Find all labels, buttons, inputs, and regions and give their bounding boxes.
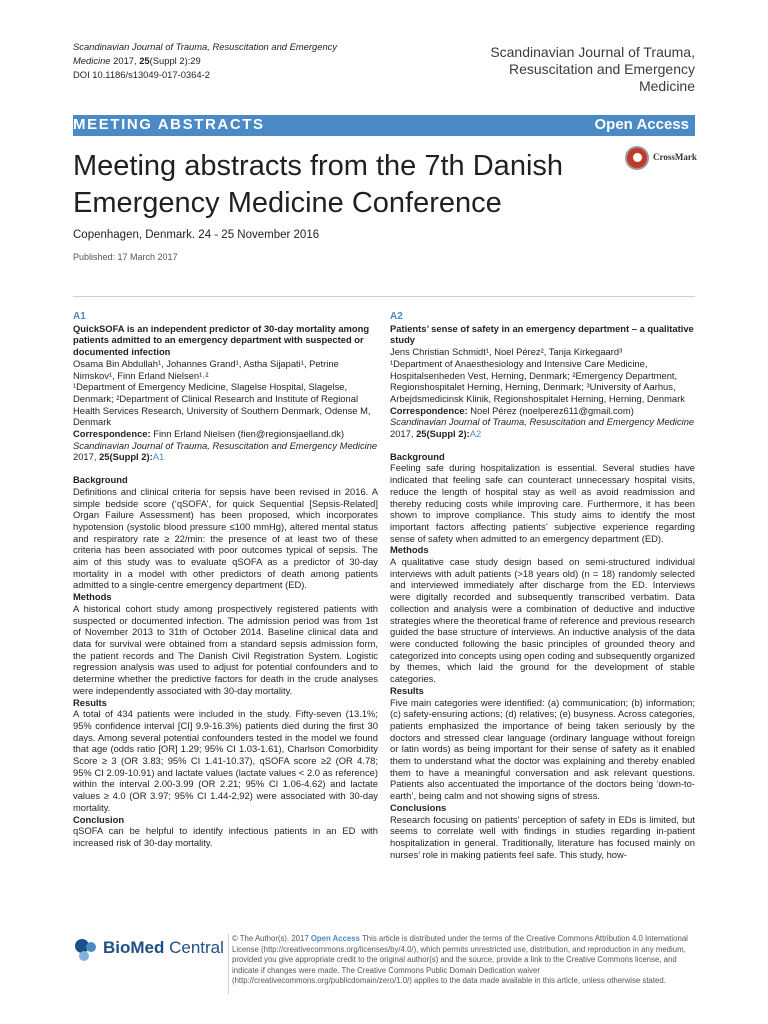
abstract-affiliations: ¹Department of Emergency Medicine, Slagelse Hospital, Slagelse, Denmark; ²Department of Clinical Research and Institute of Regional Health Services Research, University of Southern Denmark, Odense M, Denmark <box>73 381 371 428</box>
citation-ref-link[interactable]: A1 <box>152 451 165 463</box>
journal-masthead <box>455 44 695 95</box>
abstract-title: QuickSOFA is an independent predictor of 30-day mortality among patients admitted to an emergency department with suspected or documented infection <box>73 322 370 358</box>
abstract-citation <box>390 416 695 439</box>
biomed-central-icon <box>73 937 99 963</box>
license-copyright: © The Author(s). 2017 <box>232 934 311 943</box>
section-heading: Background <box>390 450 445 462</box>
citation-ref-link[interactable]: A2 <box>469 428 482 440</box>
conclusion-text: qSOFA can be helpful to identify infectious patients in an ED with increased risk of 30-day mortality. <box>73 825 378 848</box>
section-heading: Results <box>390 684 424 696</box>
divider <box>73 296 695 297</box>
citation-year: 2017, <box>73 451 100 463</box>
doi-link[interactable]: DOI 10.1186/s13049-017-0364-2 <box>73 69 210 80</box>
abstract-authors: Jens Christian Schmidt¹, Noel Pérez², Tanja Kirkegaard³ <box>390 346 623 358</box>
page-title: Meeting abstracts from the 7th Danish Emergency Medicine Conference <box>73 150 564 219</box>
crossmark-label: CrossMark <box>653 152 697 162</box>
publisher-logo <box>73 936 223 966</box>
citation-year: 2017, <box>113 55 137 66</box>
abstract-id: A2 <box>390 311 403 322</box>
section-heading: Methods <box>390 544 429 556</box>
background-text: Definitions and clinical criteria for sepsis have been revised in 2016. A simple bedside score (‘qSOFA’, for quick Sequential [Sepsis-Related] Organ Failure Assessment) has been proposed, which incorporates hypotension (systolic blood pressure ≤100 mmHg), altered mental status and respiratory rate ≥ 22/min: the presence of at least two of these criteria has been associated with poor outcomes typical of sepsis. The aim of this study was to evaluate qSOFA as a predictor of 30-day mortality in a model with other predictors of death among patients admitted to a single-centre emergency department (ED). <box>73 485 378 591</box>
journal-name-line1: Scandinavian Journal of Trauma, <box>490 44 695 60</box>
publisher-name-part1: BioMed <box>103 938 165 957</box>
publisher-name <box>103 938 224 958</box>
correspondence-label: Correspondence: <box>73 428 151 440</box>
conference-location: Copenhagen, Denmark. 24 - 25 November 2016 <box>73 229 320 241</box>
crossmark-badge[interactable] <box>625 146 705 172</box>
abstract-affiliations: ¹Department of Anaesthesiology and Intensive Care Medicine, Hospitalsenheden Vest, Herning, Denmark; ²Emergency Department, Regionshospitalet Herning, Herning, Denmark; ³University of Aarhus, Arbejdsmedicinsk Klinik, Regionshospitalet Herning, Herning, Denmark <box>390 357 685 404</box>
methods-text: A historical cohort study among prospectively registered patients with suspected or documented infection. The admission period was from 1st of November 2013 to 31th of October 2014. Baseline clinical data and data for survival were obtained from a standard sepsis admission form, the patient records and The Danish Civil Registration System. Logistic regression analysis was used to adjust for potential confounders and to determine whether the predictive factors for death in the crude analyses were independently associated with 30-day mortality. <box>73 602 378 696</box>
footer-divider <box>228 934 229 994</box>
citation-journal: Scandinavian Journal of Trauma, Resuscitation and Emergency Medicine <box>73 439 378 451</box>
open-access-label: Open Access <box>594 116 689 133</box>
published-date: Published: 17 March 2017 <box>73 252 178 262</box>
license-open-access: Open Access <box>310 934 360 943</box>
abstract-correspondence <box>73 428 378 440</box>
citation-volume: 25(Suppl 2): <box>99 451 153 463</box>
license-notice <box>232 934 698 987</box>
abstract-citation <box>73 440 378 463</box>
abstract-title: Patients’ sense of safety in an emergency department – a qualitative study <box>390 322 694 346</box>
citation-issue: (Suppl 2):29 <box>149 55 201 66</box>
correspondence-label: Correspondence: <box>390 404 468 416</box>
abstract-correspondence <box>390 405 695 417</box>
abstract-a2 <box>390 311 695 860</box>
background-text: Feeling safe during hospitalization is essential. Several studies have indicated that feeling safe can counteract unnecessary hospital visits, reduce the length of hospital stay as well as avoid readmission and thereby reducing costs while improving care. Furthermore, it has been shown to improve compliance. This study aims to identify the most important factors affecting patients’ subjective experience regarding sense of safety when admitted to an emergency department (ED). <box>390 462 695 544</box>
crossmark-icon <box>625 146 649 170</box>
section-heading: Conclusions <box>390 801 447 813</box>
abstract-id: A1 <box>73 311 86 322</box>
publisher-name-part2: Central <box>164 938 224 957</box>
conclusions-text: Research focusing on patients’ perception of safety in EDs is limited, but seems to correlate well with findings in studies regarding in-patient hospitalization in general. Traditionally, literature has focused mainly on nurses’ role in making patients feel safe. This study, how- <box>390 813 695 860</box>
correspondence-contact: Noel Pérez (noelperez611@gmail.com) <box>467 404 634 416</box>
section-label: MEETING ABSTRACTS <box>73 116 265 133</box>
abstract-authors: Osama Bin Abdullah¹, Johannes Grand¹, Astha Sijapati¹, Petrine Nimskov¹, Finn Erland Nielsen¹˒² <box>73 357 339 381</box>
section-banner <box>73 115 695 136</box>
section-heading: Results <box>73 696 107 708</box>
methods-text: A qualitative case study design based on semi-structured individual interviews with adult patients (>18 years old) (n = 18) randomly selected and interviewed immediately after discharge from the ED. Interviews were digitally recorded and subsequently transcribed verbatim. Data collection and analysis were a combination of deductive and inductive strategies where the theoretical frame of reference and previous research guided the base structure of interviews. An inductive analysis of the data were conducted following the basic principles of grounded theory and categorized into concepts using open coding and subsequently organized by themes, which laid the ground for the development of stable categories. <box>390 556 695 685</box>
citation-year: 2017, <box>390 428 417 440</box>
journal-name-line2: Resuscitation and Emergency Medicine <box>509 61 695 94</box>
license-text: This article is distributed under the terms of the Creative Commons Attribution 4.0 International License (http://creativecommons.org/licenses/by/4.0/), which permits unrestricted use, distribution, and reproduction in any medium, provided you give appropriate credit to the original author(s) and the source, provide a link to the Creative Commons license, and indicate if changes were made. The Creative Commons Public Domain Dedication waiver (http://creativecommons.org/publicdomain/zero/1.0/) applies to the data made available in this article, unless otherwise stated. <box>232 934 688 986</box>
correspondence-contact: Finn Erland Nielsen (fien@regionsjaelland.dk) <box>150 428 345 440</box>
results-text: A total of 434 patients were included in the study. Fifty-seven (13.1%; 95% confidence interval [CI] 9.9-16.3%) patients died during the first 30 days. Among several potential confounders tested in the model we found that age (odds ratio [OR] 1.29; 95% CI 1.03-1.61), Charlson Comorbidity Score ≥ 3 (OR 3.83; 95% CI 1.41-10.37), qSOFA score ≥2 (OR 4.78; 95% CI 2.09-10.91) and lactate values (lactate values < 2.0 as reference) within the interval 2.00-3.99 (OR 2.21; 95% CI 1.06-4.62) and lactate values ≥ 4.0 (OR 3.97; 95% CI 1.44-2,92) were associated with 30-day mortality. <box>73 708 378 813</box>
section-heading: Background <box>73 474 128 486</box>
abstract-a1 <box>73 311 378 849</box>
citation-journal: Scandinavian Journal of Trauma, Resuscitation and Emergency Medicine <box>390 416 695 428</box>
results-text: Five main categories were identified: (a) communication; (b) information; (c) safety-ensuring actions; (d) relatives; (e) busyness. Across categories, patients emphasized the importance of being taken seriously by the doctors and stressed clear language (ordinary language without foreign or latin words) as being important for their sense of safety as it enabled them to understand what the doctor was explaining and thereby enabled them to have a meaningful conversation and ask relevant questions. Patients also accentuated the importance of the doctors being ‘down-to-earth’, being calm and not showing signs of stress. <box>390 696 695 802</box>
article-citation <box>73 40 373 82</box>
section-heading: Methods <box>73 591 112 603</box>
citation-journal: Scandinavian Journal of Trauma, Resuscitation and Emergency Medicine <box>73 41 338 66</box>
citation-volume: 25 <box>139 55 150 66</box>
citation-volume: 25(Suppl 2): <box>416 428 470 440</box>
section-heading: Conclusion <box>73 813 125 825</box>
